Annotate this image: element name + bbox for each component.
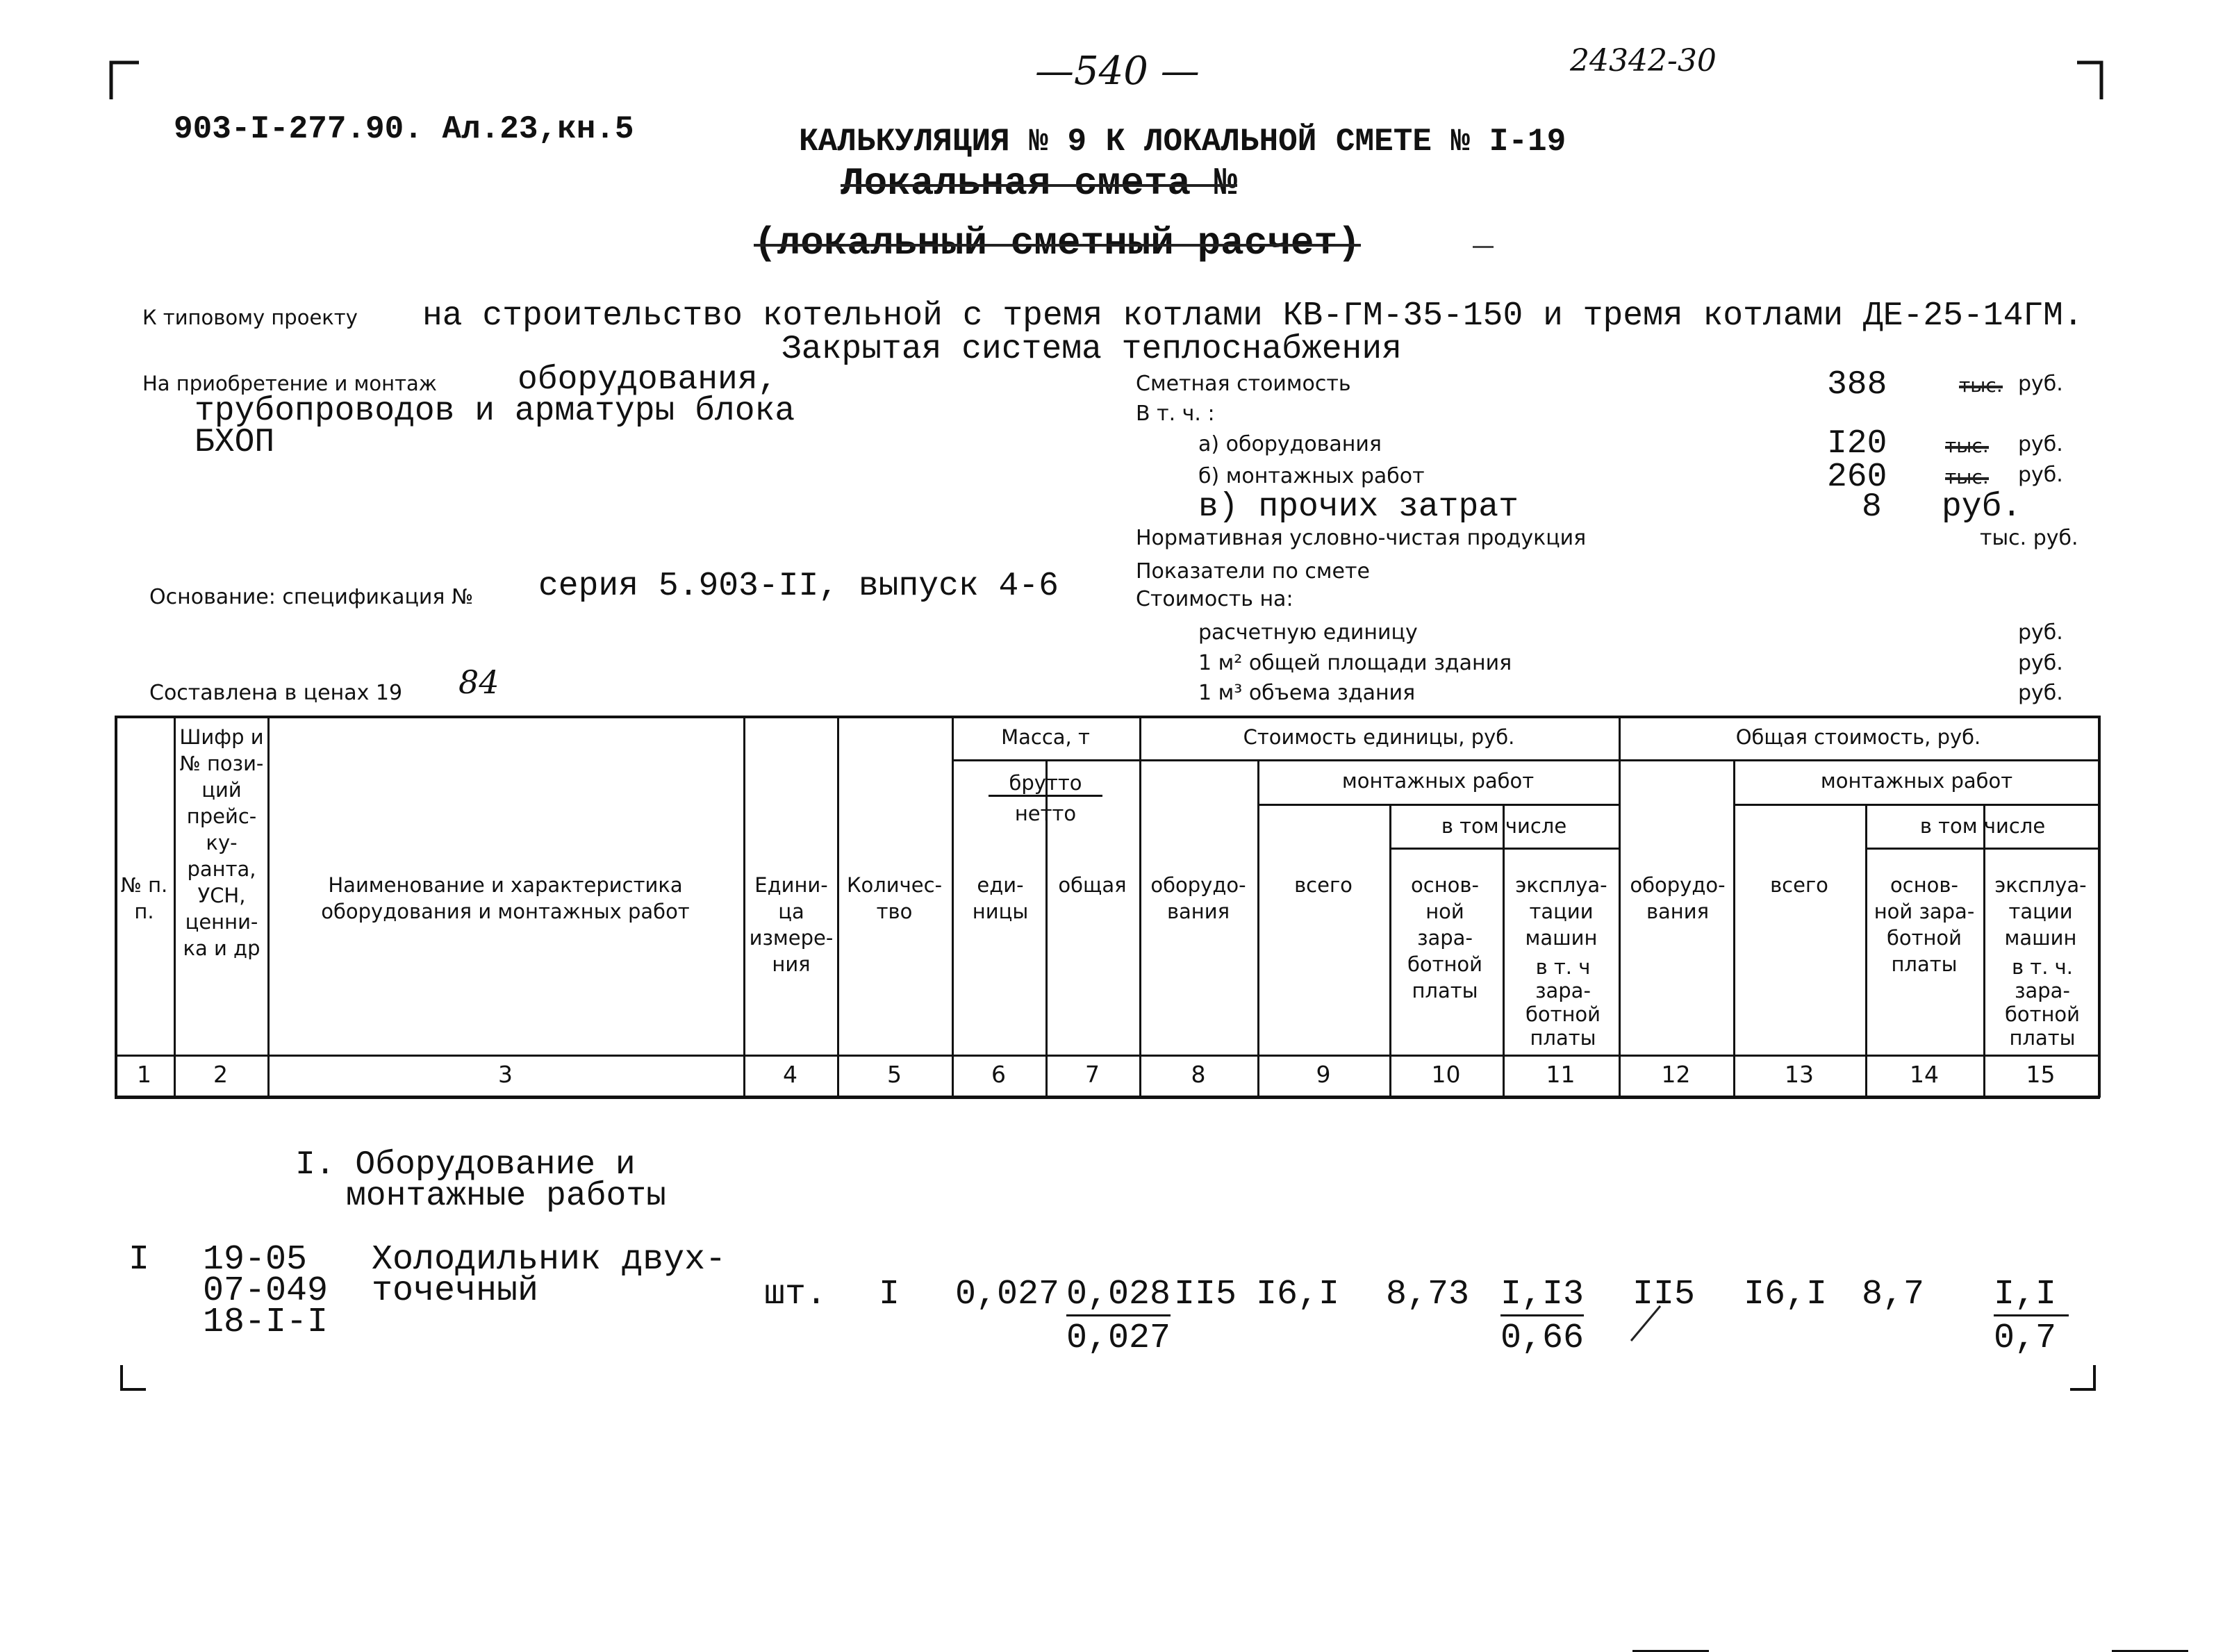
header-col-14: основ- ной зара- ботной платы bbox=[1874, 873, 1975, 976]
row-code-1: 19-05 bbox=[203, 1240, 308, 1280]
col-number: 9 bbox=[1316, 1061, 1331, 1088]
estimate-table-header bbox=[115, 716, 2100, 1098]
estimated-cost-unit: руб. bbox=[2018, 372, 2063, 396]
header-col-13: всего bbox=[1770, 873, 1828, 897]
equipment-value: I20 bbox=[1827, 425, 1887, 463]
project-line-1: на строительство котельной с тремя котлами КВ-ГМ-35-150 и тремя котлами ДЕ-25-14ГМ. bbox=[422, 297, 2083, 335]
col-number: 10 bbox=[1431, 1061, 1461, 1088]
header-col-1: № п. п. bbox=[120, 873, 168, 923]
indicators-label: Показатели по смете bbox=[1136, 559, 1370, 584]
per-m2-unit: руб. bbox=[2018, 651, 2063, 675]
installation-value: 260 bbox=[1827, 459, 1887, 496]
header-col-11b: в т. ч зара- ботной платы bbox=[1525, 955, 1601, 1050]
header-total-cost: Общая стоимость, руб. bbox=[1735, 725, 1981, 749]
equipment-crossed: тыс. bbox=[1945, 434, 1989, 457]
estimated-cost-value: 388 bbox=[1827, 366, 1887, 404]
struck-title-1: Локальная смета № bbox=[841, 161, 1238, 206]
installation-crossed: тыс. bbox=[1945, 465, 1989, 488]
header-incl-1: в том числе bbox=[1441, 814, 1567, 838]
other-label: в) прочих затрат bbox=[1198, 488, 1519, 526]
corner-mark-bottom-right bbox=[2067, 1362, 2101, 1396]
col-number: 14 bbox=[1910, 1061, 1939, 1088]
row-code-2: 07-049 bbox=[203, 1271, 329, 1311]
section-title-1: I. Оборудование и bbox=[295, 1146, 636, 1184]
per-unit-label: расчетную единицу bbox=[1198, 620, 1418, 645]
row-number: I bbox=[129, 1240, 150, 1280]
per-m2-label: 1 м² общей площади здания bbox=[1198, 651, 1512, 675]
header-col-2: Шифр и № пози- ций прейс- ку- ранта, УСН, ценни- ка и др bbox=[179, 725, 264, 960]
page-number: —540 — bbox=[1035, 49, 1200, 94]
row-wage-total: 8,7 bbox=[1862, 1275, 1925, 1314]
prices-year: 84 bbox=[458, 663, 499, 701]
calculation-title: КАЛЬКУЛЯЦИЯ № 9 К ЛОКАЛЬНОЙ СМЕТЕ № I-19 bbox=[799, 124, 1566, 160]
header-col-12: оборудо- вания bbox=[1630, 873, 1726, 923]
estimated-cost-label: Сметная стоимость bbox=[1136, 372, 1351, 396]
col-number: 7 bbox=[1085, 1061, 1100, 1088]
estimated-cost-crossed: тыс. bbox=[1959, 374, 2003, 397]
row-name-1: Холодильник двух- bbox=[372, 1240, 727, 1280]
project-line-2: Закрытая система теплоснабжения bbox=[782, 331, 1402, 368]
col-number: 6 bbox=[991, 1061, 1006, 1088]
normative-unit: тыс. руб. bbox=[1980, 526, 2078, 550]
row-machines-unit: I,I3 bbox=[1500, 1275, 1584, 1316]
document-code: 903-I-277.90. Ал.23,кн.5 bbox=[174, 111, 634, 147]
col-number: 3 bbox=[498, 1061, 513, 1088]
header-brutto: брутто bbox=[952, 770, 1139, 796]
struck-title-2: (локальный сметный расчет) bbox=[754, 221, 1361, 265]
header-col-5: Количес- тво bbox=[846, 873, 943, 923]
row-installation-total: I6,I bbox=[1744, 1275, 1828, 1314]
cost-per-label: Стоимость на: bbox=[1136, 587, 1293, 611]
project-label: К типовому проекту bbox=[142, 306, 358, 329]
col-number: 11 bbox=[1546, 1061, 1576, 1088]
corner-mark-bottom-left bbox=[118, 1362, 153, 1396]
installation-unit: руб. bbox=[2018, 463, 2063, 487]
row-mass-total-netto: 0,027 bbox=[1066, 1319, 1171, 1358]
col-number: 8 bbox=[1191, 1061, 1206, 1088]
row-mass-unit: 0,027 bbox=[955, 1275, 1060, 1314]
header-col-15b: в т. ч. зара- ботной платы bbox=[2004, 955, 2081, 1050]
row-wage-unit: 8,73 bbox=[1386, 1275, 1470, 1314]
title-dash bbox=[1473, 246, 1494, 248]
archive-number: 24342-30 bbox=[1570, 43, 1717, 79]
header-col-11a: эксплуа- тации машин bbox=[1515, 873, 1607, 950]
header-col-4: Едини- ца измере- ния bbox=[749, 873, 834, 976]
equipment-unit: руб. bbox=[2018, 432, 2063, 456]
header-installation-1: монтажных работ bbox=[1341, 769, 1535, 793]
section-title-2: монтажные работы bbox=[346, 1178, 666, 1215]
row-machines-wage-unit: 0,66 bbox=[1500, 1319, 1585, 1358]
row-unit: шт. bbox=[764, 1275, 827, 1314]
corner-mark-top-left bbox=[108, 59, 142, 101]
purpose-line-2: трубопроводов и арматуры блока bbox=[195, 393, 795, 430]
col-number: 1 bbox=[137, 1061, 151, 1088]
header-col-7: общая bbox=[1058, 873, 1127, 897]
purpose-line-1: оборудования, bbox=[518, 361, 778, 399]
header-netto: нетто bbox=[1014, 802, 1077, 825]
installation-label: б) монтажных работ bbox=[1198, 464, 1425, 488]
row-mass-total-brutto: 0,028 bbox=[1066, 1275, 1171, 1316]
per-m3-label: 1 м³ объема здания bbox=[1198, 681, 1416, 705]
basis-label: Основание: спецификация № bbox=[149, 585, 474, 609]
row-equipment-total: II5 bbox=[1632, 1275, 1696, 1314]
header-incl-2: в том числе bbox=[1919, 814, 2046, 838]
row-code-3: 18-I-I bbox=[203, 1303, 329, 1342]
equipment-label: а) оборудования bbox=[1198, 432, 1382, 456]
header-mass: Масса, т bbox=[1001, 725, 1090, 749]
per-m3-unit: руб. bbox=[2018, 681, 2063, 705]
other-unit: руб. bbox=[1942, 488, 2022, 526]
header-col-10: основ- ной зара- ботной платы bbox=[1407, 873, 1483, 1002]
header-unit-cost: Стоимость единицы, руб. bbox=[1243, 725, 1515, 749]
row-installation-unit: I6,I bbox=[1256, 1275, 1340, 1314]
col-number: 2 bbox=[213, 1061, 228, 1088]
row-machines-wage-total: 0,7 bbox=[1994, 1319, 2057, 1358]
header-col-15a: эксплуа- тации машин bbox=[1994, 873, 2087, 950]
header-col-6: еди- ницы bbox=[972, 873, 1029, 923]
row-equipment-unit: II5 bbox=[1174, 1275, 1237, 1314]
prices-label: Составлена в ценах 19 bbox=[149, 681, 403, 705]
row-name-2: точечный bbox=[372, 1271, 539, 1311]
other-value: 8 bbox=[1862, 488, 1882, 526]
purpose-label: На приобретение и монтаж bbox=[142, 372, 437, 395]
per-unit-unit: руб. bbox=[2018, 620, 2063, 645]
col-number: 4 bbox=[783, 1061, 797, 1088]
header-col-8: оборудо- вания bbox=[1150, 873, 1246, 923]
col-number: 13 bbox=[1785, 1061, 1814, 1088]
normative-label: Нормативная условно-чистая продукция bbox=[1136, 526, 1587, 550]
row-machines-total: I,I bbox=[1994, 1275, 2069, 1316]
incl-label: В т. ч. : bbox=[1136, 402, 1215, 426]
col-number: 15 bbox=[2026, 1061, 2056, 1088]
header-installation-2: монтажных работ bbox=[1820, 769, 2013, 793]
header-col-9: всего bbox=[1294, 873, 1353, 897]
check-mark-icon bbox=[1626, 1303, 1667, 1344]
col-number: 5 bbox=[887, 1061, 902, 1088]
purpose-line-3: БХОП bbox=[195, 424, 275, 461]
corner-mark-top-right bbox=[2074, 59, 2108, 101]
row-qty: I bbox=[879, 1275, 900, 1314]
basis-value: серия 5.903-II, выпуск 4-6 bbox=[538, 568, 1059, 605]
col-number: 12 bbox=[1661, 1061, 1691, 1088]
header-col-3: Наименование и характеристика оборудования и монтажных работ bbox=[321, 873, 690, 923]
